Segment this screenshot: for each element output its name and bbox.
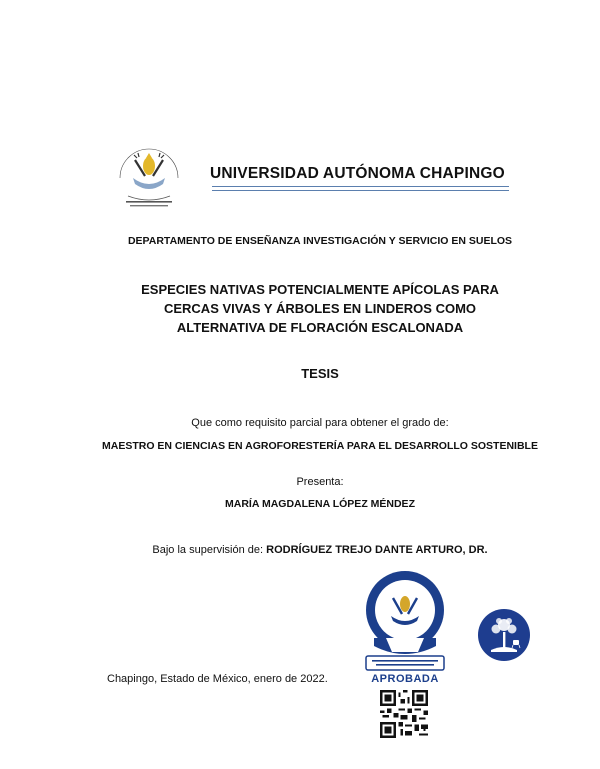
- university-name: UNIVERSIDAD AUTÓNOMA CHAPINGO: [210, 165, 505, 182]
- chapingo-logo-icon: [108, 138, 190, 214]
- department-name: DEPARTAMENTO DE ENSEÑANZA INVESTIGACIÓN Y SERVICIO EN SUELOS: [127, 235, 513, 247]
- approval-seal-icon: [362, 568, 448, 672]
- qr-code-icon: [380, 690, 428, 738]
- approval-status: APROBADA: [371, 673, 439, 685]
- title-rule: [212, 190, 509, 191]
- requisito-text: Que como requisito parcial para obtener el grado de:: [191, 417, 449, 429]
- presenta-label: Presenta:: [296, 476, 344, 488]
- title-rule: [212, 186, 509, 187]
- supervisor-name: RODRÍGUEZ TREJO DANTE ARTURO, DR.: [266, 544, 488, 556]
- supervision-line: [70, 544, 570, 556]
- supervision-label: Bajo la supervisión de:: [152, 544, 264, 556]
- thesis-title: ESPECIES NATIVAS POTENCIALMENTE APÍCOLAS PARA CERCAS VIVAS Y ÁRBOLES EN LINDEROS COMO ALTERNATIVA DE FLORACIÓN ESCALONADA: [141, 282, 499, 335]
- degree-name: MAESTRO EN CIENCIAS EN AGROFORESTERÍA PARA EL DESARROLLO SOSTENIBLE: [102, 440, 538, 452]
- place-date: Chapingo, Estado de México, enero de 2022.: [107, 673, 328, 685]
- tree-emblem-icon: [477, 608, 531, 662]
- document-type: TESIS: [301, 366, 339, 381]
- author-name: MARÍA MAGDALENA LÓPEZ MÉNDEZ: [225, 498, 415, 510]
